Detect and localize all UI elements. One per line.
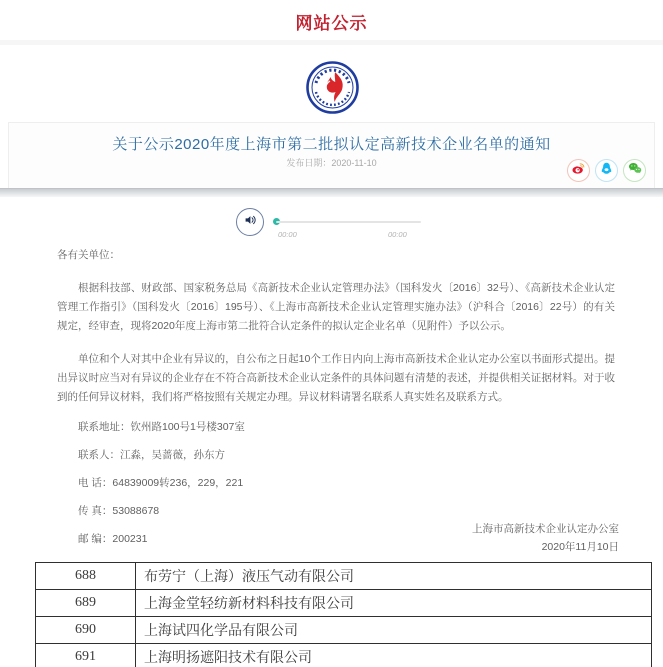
table-row	[36, 563, 652, 590]
row-number: 689	[36, 590, 136, 617]
wechat-icon	[627, 160, 643, 181]
audio-progress-track[interactable]	[276, 221, 421, 223]
audio-player	[236, 206, 426, 242]
contact-postcode: 邮 编：200231	[78, 533, 148, 545]
article-header-card	[8, 122, 655, 188]
salutation: 各有关单位：	[57, 249, 120, 261]
weibo-share-button[interactable]	[567, 159, 590, 182]
page-title: 网站公示	[295, 14, 368, 33]
company-name: 上海明扬遮阳技术有限公司	[136, 644, 652, 667]
top-divider	[0, 40, 663, 45]
contact-fax: 传 真：53088678	[78, 505, 160, 517]
row-number: 688	[36, 563, 136, 590]
share-bar	[567, 159, 646, 182]
signature-date: 2020年11月10日	[541, 541, 619, 553]
paragraph-basis: 根据科技部、财政部、国家税务总局《高新技术企业认定管理办法》（国科发火〔2016〕32号）、《高新技术企业认定管理工作指引》（国科发火〔2016〕195号）、《上海市高新技术企业认定管理实施办法》（沪科合〔2016〕22号）的有关规定，经审查，现将2020年度上海市第二批符合认定条件的拟认定企业名单（见附件）予以公示。	[57, 282, 615, 332]
signature-block	[472, 520, 619, 556]
row-number: 690	[36, 617, 136, 644]
enterprise-list-table	[35, 562, 652, 667]
company-name: 布劳宁（上海）液压气动有限公司	[136, 563, 652, 590]
contact-address: 联系地址：钦州路100号1号楼307室	[78, 421, 245, 433]
hitech-enterprise-badge-icon	[306, 61, 359, 114]
header-divider	[0, 188, 663, 197]
paragraph-objection: 单位和个人对其中企业有异议的，自公布之日起10个工作日内向上海市高新技术企业认定办公室以书面形式提出。提出异议时应当对有异议的企业存在不符合高新技术企业认定条件的具体问题有清楚的表述，并提供相关证据材料。对于收到的任何异议材料，我们将严格按照有关规定办理。异议材料请署名联系人真实姓名及联系方式。	[57, 353, 615, 403]
table-row	[36, 644, 652, 667]
contact-persons: 联系人：江淼，吴蔷薇，孙东方	[78, 449, 225, 461]
table-row	[36, 590, 652, 617]
article-title: 关于公示2020年度上海市第二批拟认定高新技术企业名单的通知	[112, 136, 551, 153]
notice-body	[57, 246, 615, 549]
wechat-share-button[interactable]	[623, 159, 646, 182]
row-number: 691	[36, 644, 136, 667]
company-name: 上海金堂轻纺新材料科技有限公司	[136, 590, 652, 617]
table-row	[36, 617, 652, 644]
publish-date: 发布日期：2020-11-10	[286, 158, 377, 168]
signature-org: 上海市高新技术企业认定办公室	[472, 523, 619, 535]
speaker-icon	[242, 212, 258, 233]
qq-icon	[599, 161, 614, 181]
weibo-icon	[571, 161, 586, 181]
audio-elapsed-time: 00:00	[278, 230, 297, 239]
qq-share-button[interactable]	[595, 159, 618, 182]
audio-play-button[interactable]	[236, 208, 264, 236]
audio-total-time: 00:00	[388, 230, 407, 239]
contact-phone: 电 话：64839009转236，229，221	[78, 477, 244, 489]
company-name: 上海试四化学品有限公司	[136, 617, 652, 644]
